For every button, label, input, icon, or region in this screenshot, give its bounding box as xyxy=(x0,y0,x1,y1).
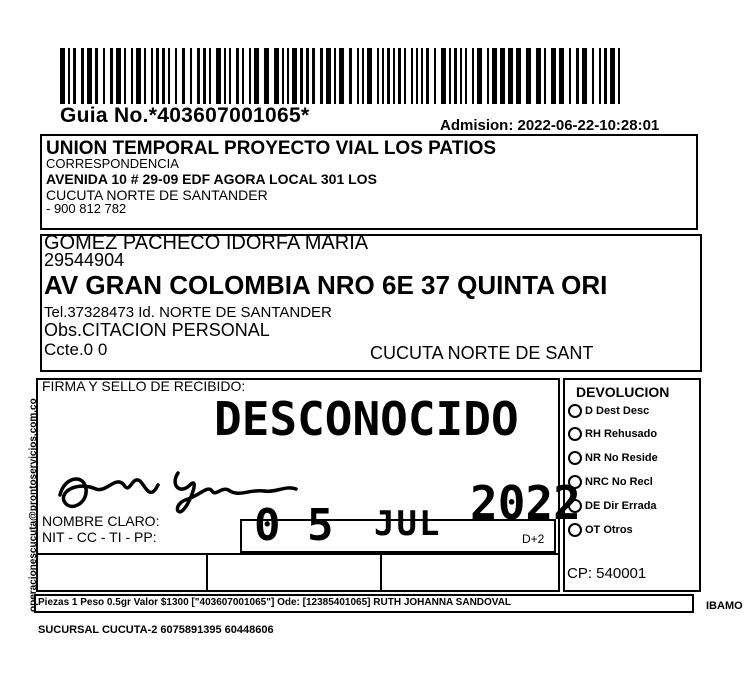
barcode-bar xyxy=(242,48,244,104)
piezas-line: Piezas 1 Peso 0.5gr Valor $1300 ["403607001065"] Ode: [12385401065] RUTH JOHANNA SANDOVAL xyxy=(38,597,512,608)
barcode-bar xyxy=(599,48,601,104)
nit-label: NIT - CC - TI - PP: xyxy=(42,529,157,545)
nombre-claro-label: NOMBRE CLARO: xyxy=(42,513,160,529)
recipient-id: 29544904 xyxy=(44,250,125,270)
barcode-bar xyxy=(249,48,251,104)
barcode-bar xyxy=(426,48,429,104)
barcode-bar xyxy=(551,48,556,104)
barcode-bar xyxy=(357,48,359,104)
barcode-bar xyxy=(175,48,177,104)
sucursal-line: SUCURSAL CUCUTA-2 6075891395 60448606 xyxy=(38,624,274,636)
barcode-bar xyxy=(536,48,541,104)
option-label: NR No Reside xyxy=(585,451,658,464)
barcode-bar xyxy=(87,48,92,104)
barcode-bar xyxy=(103,48,105,104)
radio-icon xyxy=(568,427,582,441)
recipient-obs: Obs.CITACION PERSONAL xyxy=(44,320,270,340)
date-month: JUL xyxy=(374,504,442,544)
barcode-bar xyxy=(416,48,418,104)
barcode-bar xyxy=(203,48,206,104)
barcode-bar xyxy=(569,48,571,104)
barcode-bar xyxy=(465,48,467,104)
barcode-bar xyxy=(382,48,384,104)
barcode-bar xyxy=(544,48,546,104)
radio-icon xyxy=(568,523,582,537)
postal-code: CP: 540001 xyxy=(567,565,647,582)
guia-number: Guia No.*403607001065* xyxy=(60,104,310,127)
barcode-bar xyxy=(367,48,372,104)
option-label: NRC No Recl xyxy=(585,475,653,488)
barcode-bar xyxy=(339,48,344,104)
barcode-bar xyxy=(411,48,413,104)
option-label: RH Rehusado xyxy=(585,427,658,440)
barcode-bar xyxy=(224,48,226,104)
barcode-bar xyxy=(254,48,259,104)
barcode-bar xyxy=(576,48,579,104)
receipt-divider-2 xyxy=(380,553,382,592)
barcode-bar xyxy=(197,48,200,104)
barcode-bar xyxy=(292,48,297,104)
radio-icon xyxy=(568,451,582,465)
admision-date: Admision: 2022-06-22-10:28:01 xyxy=(440,117,660,134)
barcode-bar xyxy=(73,48,76,104)
ibamo-text: IBAMO xyxy=(706,600,743,612)
recipient-ccte: Ccte.0 0 xyxy=(44,340,108,359)
devolucion-title: DEVOLUCION xyxy=(576,384,670,400)
receipt-divider-1 xyxy=(206,553,208,592)
barcode-bar xyxy=(131,48,133,104)
desconocido-stamp: DESCONOCIDO xyxy=(214,392,519,446)
barcode-bar xyxy=(287,48,289,104)
barcode-bar xyxy=(326,48,331,104)
sender-nit: - 900 812 782 xyxy=(46,201,127,216)
radio-icon xyxy=(568,404,582,418)
recipient-name: GOMEZ PACHECO IDORFA MARIA xyxy=(44,232,369,254)
barcode-bar xyxy=(604,48,607,104)
barcode-bar xyxy=(449,48,451,104)
barcode-bar xyxy=(81,48,84,104)
barcode-bar xyxy=(95,48,98,104)
barcode-bar xyxy=(236,48,239,104)
barcode-bar xyxy=(393,48,395,104)
barcode-bar xyxy=(144,48,146,104)
barcode-bar xyxy=(500,48,505,104)
barcode-bar xyxy=(404,48,406,104)
barcode-bar xyxy=(334,48,336,104)
recipient-tel: Tel.37328473 Id. NORTE DE SANTANDER xyxy=(44,304,332,321)
barcode-bar xyxy=(559,48,564,104)
barcode-bar xyxy=(274,48,279,104)
barcode-bar xyxy=(582,48,587,104)
sender-city: CUCUTA NORTE DE SANTANDER xyxy=(46,187,268,203)
barcode-bar xyxy=(124,48,126,104)
d2-label: D+2 xyxy=(522,532,545,546)
barcode-bar xyxy=(421,48,423,104)
sender-name: UNION TEMPORAL PROYECTO VIAL LOS PATIOS xyxy=(46,138,497,159)
sender-address: AVENIDA 10 # 29-09 EDF AGORA LOCAL 301 LOS xyxy=(46,171,377,187)
barcode-bar xyxy=(300,48,303,104)
barcode-bar xyxy=(349,48,352,104)
side-email: operacionescucuta@prontoservicios.com.co xyxy=(28,398,39,612)
barcode-bar xyxy=(477,48,482,104)
barcode-bar xyxy=(434,48,436,104)
date-day: 0 5 xyxy=(254,500,334,551)
barcode-bar xyxy=(362,48,364,104)
option-no-recl[interactable] xyxy=(568,475,653,489)
barcode-bar xyxy=(618,48,620,104)
barcode-bar xyxy=(454,48,457,104)
barcode-bar xyxy=(441,48,446,104)
option-label: OT Otros xyxy=(585,523,633,536)
radio-icon xyxy=(568,475,582,489)
barcode-bar xyxy=(136,48,141,104)
barcode-bar xyxy=(116,48,121,104)
barcode-bar xyxy=(209,48,211,104)
barcode-bar xyxy=(460,48,462,104)
recipient-city: CUCUTA NORTE DE SANT xyxy=(370,343,594,363)
option-label: DE Dir Errada xyxy=(585,499,657,512)
barcode-bar xyxy=(487,48,489,104)
barcode-bar xyxy=(516,48,521,104)
barcode-bar xyxy=(526,48,531,104)
barcode-bar xyxy=(387,48,390,104)
barcode-bar xyxy=(377,48,379,104)
barcode-bar xyxy=(592,48,594,104)
barcode-bar xyxy=(60,48,65,104)
barcode-bar xyxy=(190,48,192,104)
barcode-bar xyxy=(508,48,513,104)
barcode-bar xyxy=(320,48,323,104)
radio-icon xyxy=(568,499,582,513)
option-dest-desc[interactable] xyxy=(568,404,649,418)
barcode-bar xyxy=(398,48,401,104)
barcode-bar xyxy=(229,48,231,104)
option-dir-errada[interactable] xyxy=(568,499,657,513)
barcode-bar xyxy=(472,48,474,104)
option-rehusado[interactable] xyxy=(568,427,657,441)
barcode-bar xyxy=(168,48,170,104)
barcode-bar xyxy=(264,48,269,104)
sender-line1: CORRESPONDENCIA xyxy=(46,156,179,171)
barcode-bar xyxy=(110,48,113,104)
barcode-bar xyxy=(151,48,153,104)
recipient-address: AV GRAN COLOMBIA NRO 6E 37 QUINTA ORI xyxy=(44,270,608,300)
barcode-bar xyxy=(306,48,309,104)
barcode-bar xyxy=(312,48,315,104)
firma-label: FIRMA Y SELLO DE RECIBIDO: xyxy=(42,378,246,394)
barcode-bar xyxy=(68,48,70,104)
barcode-bar xyxy=(610,48,615,104)
receipt-row xyxy=(36,553,560,592)
barcode-bar xyxy=(282,48,284,104)
barcode-bar xyxy=(216,48,221,104)
barcode xyxy=(60,48,625,104)
barcode-bar xyxy=(156,48,159,104)
option-no-reside[interactable] xyxy=(568,451,658,465)
barcode-bar xyxy=(162,48,165,104)
date-year: 2022 xyxy=(470,476,581,530)
option-label: D Dest Desc xyxy=(585,404,650,417)
barcode-bar xyxy=(182,48,185,104)
option-otros[interactable] xyxy=(568,523,633,537)
barcode-bar xyxy=(492,48,497,104)
